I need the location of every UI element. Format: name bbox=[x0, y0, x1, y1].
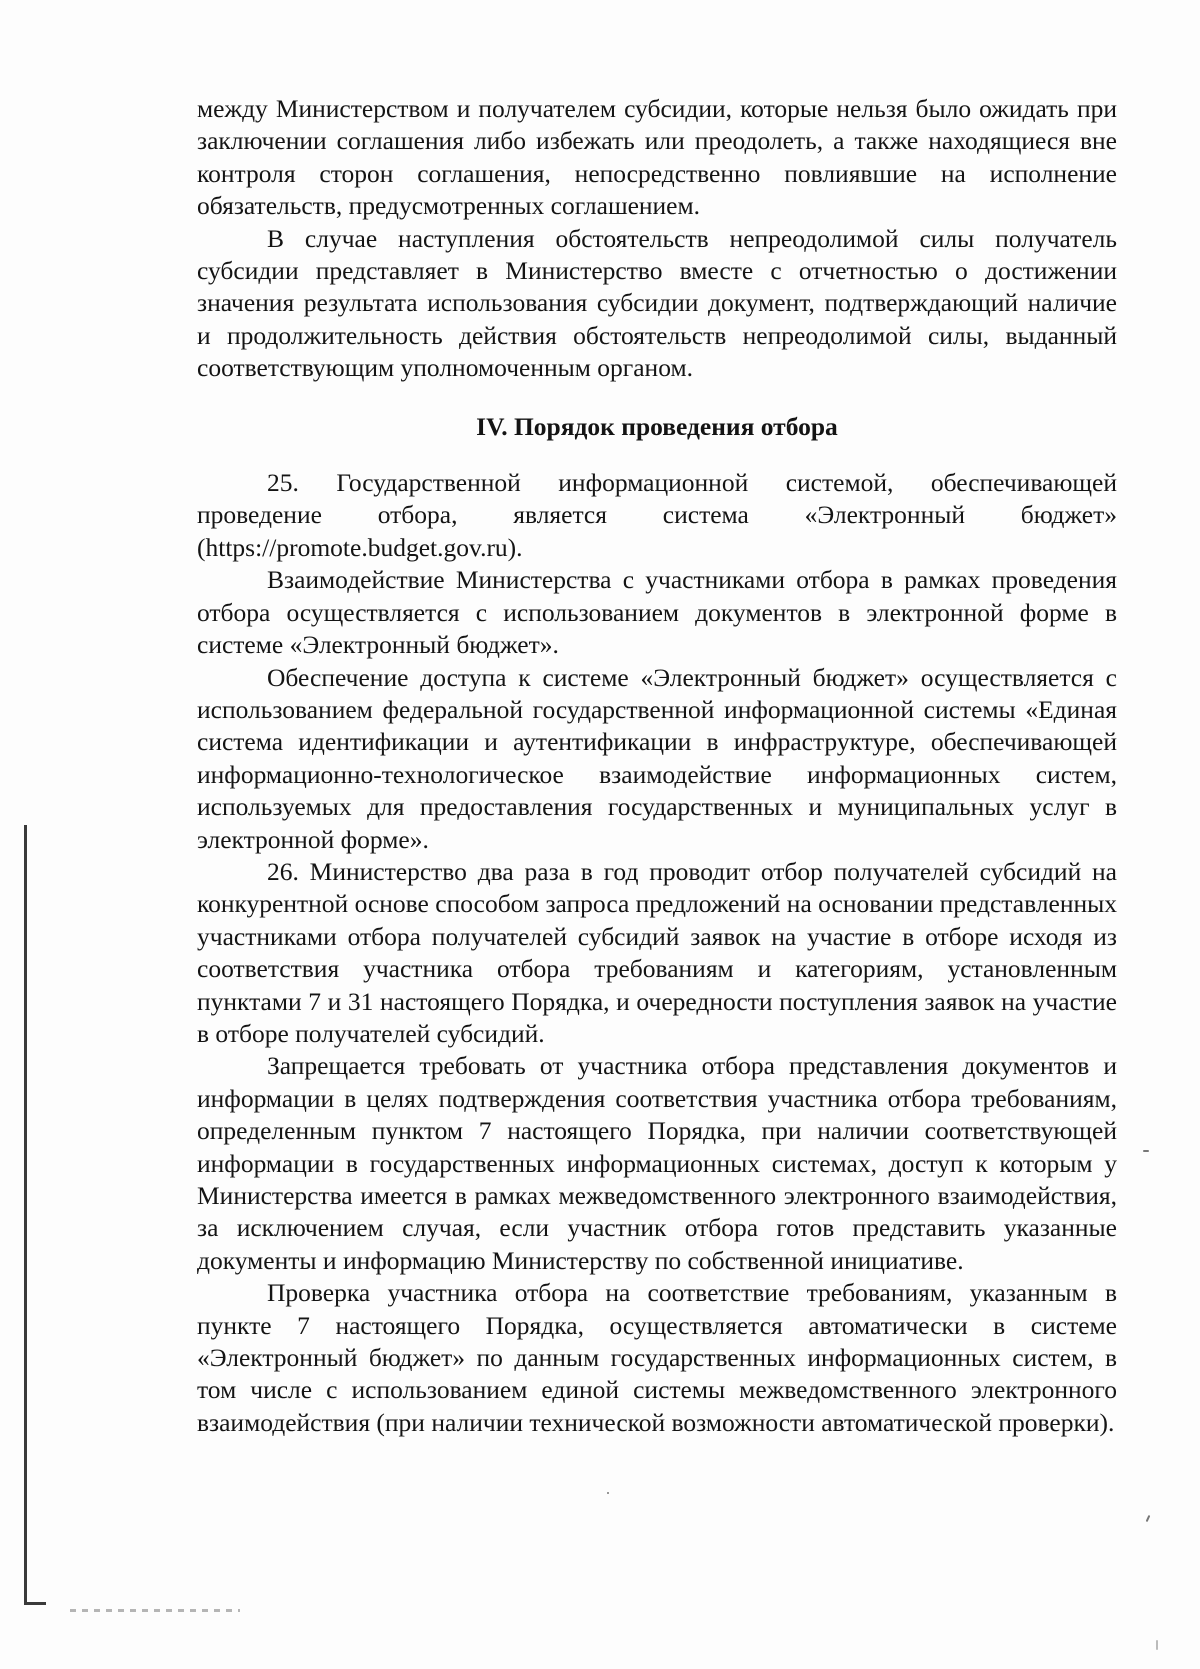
paragraph-access: Обеспечение доступа к системе «Электронный бюджет» осуществляется с использованием федеральной государственной информационной системы «Единая система идентификации и аутентификации в инфраструктуре, обеспечивающей информационно-технологическое взаимодействие информационных систем, используемых для предоставления государственных и муниципальных услуг в электронной форме». bbox=[197, 662, 1117, 854]
scan-speck bbox=[607, 1492, 609, 1494]
scan-speck bbox=[1143, 1150, 1149, 1152]
scan-noise-dots bbox=[70, 1609, 240, 1612]
section-heading: IV. Порядок проведения отбора bbox=[476, 411, 838, 441]
scan-speck bbox=[1146, 1515, 1151, 1522]
paragraph-interaction: Взаимодействие Министерства с участниками отбора в рамках проведения отбора осуществляется с использованием документов в электронной форме в системе «Электронный бюджет». bbox=[197, 565, 1117, 660]
paragraph-25: 25. Государственной информационной системой, обеспечивающей проведение отбора, является система «Электронный бюджет» (https://promote.budget.gov.ru). bbox=[197, 468, 1117, 562]
paragraph-force-majeure: В случае наступления обстоятельств непреодолимой силы получатель субсидии представляет в Министерство вместе с отчетностью о достижении значения результата использования субсидии документ, подтверждающий наличие и продолжительность действия обстоятельств непреодолимой силы, выданный соответствующим уполномоченным органом. bbox=[197, 223, 1117, 383]
paragraph-prohibition: Запрещается требовать от участника отбора представления документов и информации в целях подтверждения соответствия участника отбора требованиям, определенным пунктом 7 настоящего Порядка, при наличии соответствующей информации в государственных информационных системах, доступ к которым у Министерства имеется в рамках межведомственного электронного взаимодействия, за исключением случая, если участник отбора готов представить указанные документы и информацию Министерству по собственной инициативе. bbox=[197, 1051, 1117, 1275]
paragraph-continuation: между Министерством и получателем субсидии, которые нельзя было ожидать при заключении соглашения либо избежать или преодолеть, а также находящиеся вне контроля сторон соглашения, непосредственно повлиявшие на исполнение обязательств, предусмотренных соглашением. bbox=[197, 94, 1117, 221]
scan-speck bbox=[1156, 1640, 1158, 1650]
paragraph-verification: Проверка участника отбора на соответствие требованиям, указанным в пункте 7 настоящего Порядка, осуществляется автоматически в системе «Электронный бюджет» по данным государственных информационных систем, в том числе с использованием единой системы межведомственного электронного взаимодействия (при наличии технической возможности автоматической проверки). bbox=[197, 1278, 1117, 1437]
paragraph-26: 26. Министерство два раза в год проводит отбор получателей субсидий на конкурентной основе способом запроса предложений на основании представленных участниками отбора получателей субсидий заявок на участие в отборе исходя из соответствия участника отбора требованиям и категориям, установленным пунктами 7 и 31 настоящего Порядка, и очередности поступления заявок на участие в отборе получателей субсидий. bbox=[197, 856, 1117, 1048]
scan-edge-left bbox=[24, 825, 27, 1605]
document-body bbox=[197, 93, 1117, 1439]
scan-edge-bottom bbox=[24, 1602, 46, 1605]
